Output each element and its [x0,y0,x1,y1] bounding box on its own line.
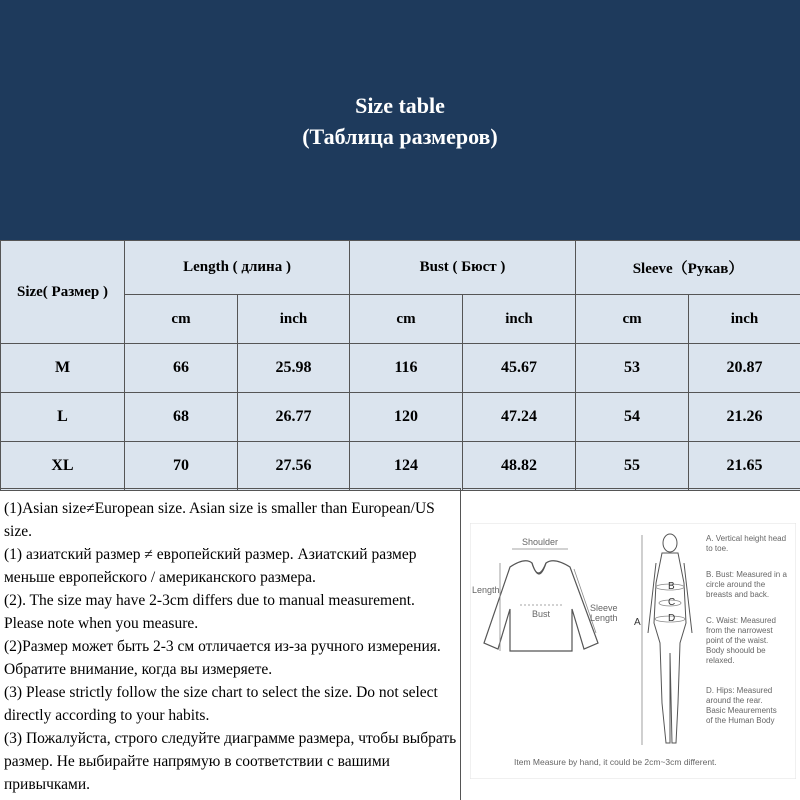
sleeve-label-1: Sleeve [590,603,618,613]
sleeve-header: Sleeve（Рукав） [576,241,800,295]
length-header: Length ( длина ) [125,241,350,295]
length-label: Length [472,585,500,595]
value-cell: 120 [350,393,463,442]
value-cell: 116 [350,344,463,393]
legend-line: Body shoould be [706,646,766,655]
title-english: Size table [355,93,445,118]
bust-label: Bust [532,609,551,619]
value-cell: 48.82 [463,442,576,491]
value-cell: 21.26 [689,393,800,442]
group-header-row [1,241,800,295]
table-row [1,442,800,491]
value-cell: 47.24 [463,393,576,442]
size-table [0,240,800,491]
legend-line: breasts and back. [706,590,770,599]
value-cell: 70 [125,442,238,491]
note-text: (1)Asian size≠European size. Asian size is smaller than European/US size. [4,500,435,540]
legend-line: D. Hips: Measured [706,686,773,695]
legend-line: around the rear. [706,696,763,705]
value-cell: 27.56 [238,442,350,491]
legend-line: point of the waist. [706,636,769,645]
letter-c: C [668,597,676,608]
unit-header: inch [463,295,576,344]
measurement-diagram [462,488,800,800]
measurement-illustration [470,523,796,779]
legend-line: A. Vertical height head [706,534,787,543]
sleeve-label-2: Length [590,613,618,623]
note-text: (1) азиатский размер ≠ европейский размер. Азиатский размер меньше европейского / американского размера. [4,546,417,586]
size-cell: M [1,344,125,393]
legend-line: C. Waist: Measured [706,616,776,625]
value-cell: 21.65 [689,442,800,491]
legend-line: to toe. [706,544,729,553]
size-cell: XL [1,442,125,491]
letter-d: D [668,613,676,624]
letter-a: A [634,617,641,628]
value-cell: 53 [576,344,689,393]
value-cell: 26.77 [238,393,350,442]
bust-header: Bust ( Бюст ) [350,241,576,295]
legend-line: B. Bust: Measured in a [706,570,787,579]
table-row [1,393,800,442]
legend-line: relaxed. [706,656,735,665]
table-row [1,344,800,393]
value-cell: 124 [350,442,463,491]
value-cell: 55 [576,442,689,491]
header-banner [0,0,800,240]
legend-line: of the Human Body [706,716,775,725]
size-header: Size( Размер ) [1,241,125,344]
notes-panel [0,488,461,800]
legend-line: circle around the [706,580,766,589]
size-cell: L [1,393,125,442]
value-cell: 66 [125,344,238,393]
value-cell: 20.87 [689,344,800,393]
value-cell: 45.67 [463,344,576,393]
legend-line: Basic Meaurements [706,706,777,715]
value-cell: 68 [125,393,238,442]
shoulder-label: Shoulder [522,537,559,547]
unit-header: cm [576,295,689,344]
note-text: (2). The size may have 2-3cm differs due to manual measurement. Please note when you measure. [4,592,415,632]
unit-header: cm [350,295,463,344]
unit-header: inch [238,295,350,344]
value-cell: 25.98 [238,344,350,393]
value-cell: 54 [576,393,689,442]
letter-b: B [668,581,675,592]
unit-header: inch [689,295,800,344]
note-text: (3) Пожалуйста, строго следуйте диаграмме размера, чтобы выбрать размер. Не выбирайте напрямую в соответствии с вашими привычками. [4,730,457,793]
note-text: (3) Please strictly follow the size chart to select the size. Do not select directly according to your habits. [4,684,438,724]
legend-line: from the narrowest [706,626,773,635]
diagram-footer: Item Measure by hand, it could be 2cm~3cm different. [514,757,717,767]
title-russian: (Таблица размеров) [302,124,498,149]
note-text: (2)Размер может быть 2-3 см отличается из-за ручного измерения. Обратите внимание, когда вы измеряете. [4,638,441,678]
unit-header: cm [125,295,238,344]
